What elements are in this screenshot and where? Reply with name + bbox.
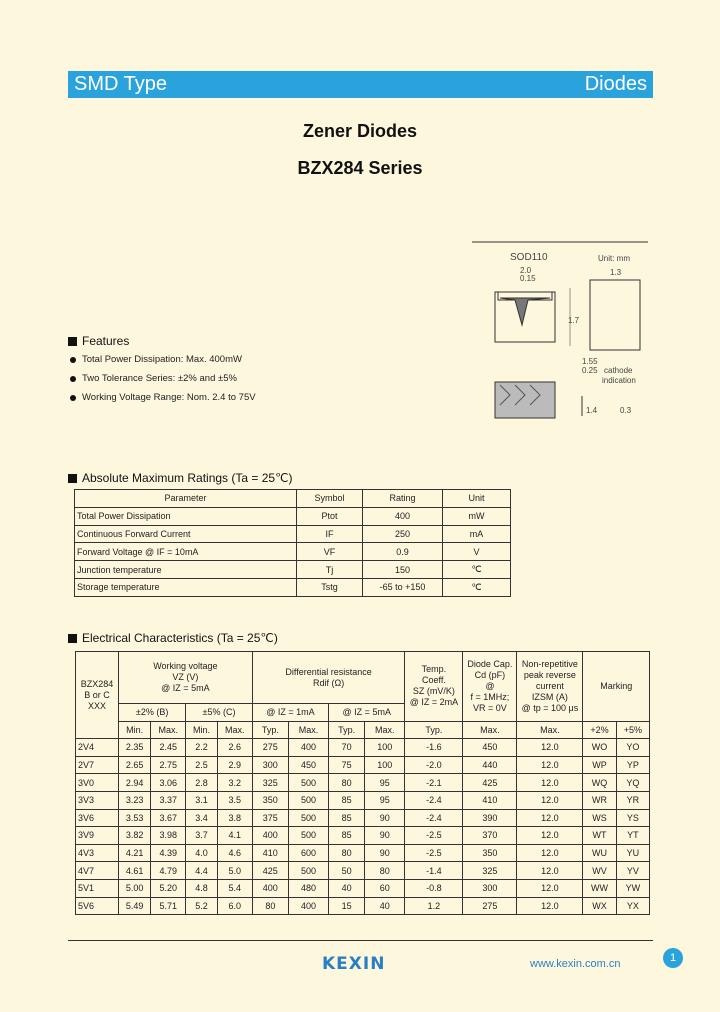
subheader-cell: Max. <box>517 721 583 739</box>
table-cell: 3.98 <box>151 827 186 845</box>
table-row <box>76 809 650 827</box>
table-cell: Junction temperature <box>75 561 297 579</box>
table-cell: 400 <box>252 879 288 897</box>
header-type <box>76 652 119 739</box>
table-cell: 12.0 <box>517 809 583 827</box>
header-line: Rdif (Ω) <box>312 677 345 688</box>
feature-text: Total Power Dissipation: Max. 400mW <box>82 354 242 365</box>
table-cell: 2.94 <box>119 774 151 792</box>
table-header-row <box>75 490 511 508</box>
table-cell: 12.0 <box>517 827 583 845</box>
feature-item <box>70 373 237 384</box>
header-line: @ tp = 100 μs <box>521 702 579 713</box>
abs-heading-text: Absolute Maximum Ratings (Ta = 25℃) <box>82 471 293 485</box>
table-cell: 2.9 <box>217 756 252 774</box>
header-izsm <box>517 652 583 722</box>
title-line2: BZX284 Series <box>297 158 423 178</box>
header-line: Working voltage <box>153 661 218 671</box>
table-cell: 410 <box>252 844 288 862</box>
table-row <box>76 844 650 862</box>
table-cell: 2.65 <box>119 756 151 774</box>
table-cell: WT <box>583 827 616 845</box>
table-cell: -2.4 <box>405 809 463 827</box>
table-cell: -2.1 <box>405 774 463 792</box>
square-bullet-icon <box>68 634 77 643</box>
table-cell: 3.06 <box>151 774 186 792</box>
subheader-cell: Min. <box>186 721 217 739</box>
table-cell: 3.53 <box>119 809 151 827</box>
table-row <box>76 774 650 792</box>
table-cell: 3.4 <box>186 809 217 827</box>
table-cell: 400 <box>252 827 288 845</box>
table-cell: YO <box>616 739 649 757</box>
header-rdif <box>252 652 405 704</box>
table-cell: 5.20 <box>151 879 186 897</box>
table-cell: 80 <box>252 897 288 915</box>
table-cell: 3V9 <box>76 827 119 845</box>
table-cell: 5.4 <box>217 879 252 897</box>
table-cell: YS <box>616 809 649 827</box>
subheader-cell: +5% <box>616 721 649 739</box>
table-cell: 3.7 <box>186 827 217 845</box>
features-heading <box>68 334 129 348</box>
table-cell: -1.4 <box>405 862 463 880</box>
features-heading-text: Features <box>82 334 130 348</box>
table-cell: WW <box>583 879 616 897</box>
table-cell: 4.6 <box>217 844 252 862</box>
table-cell: ℃ <box>443 561 511 579</box>
table-cell: 2.8 <box>186 774 217 792</box>
table-cell: 425 <box>463 774 517 792</box>
table-cell: 3.1 <box>186 791 217 809</box>
subheader-cell: Max. <box>151 721 186 739</box>
table-cell: 5V6 <box>76 897 119 915</box>
table-cell: 40 <box>329 879 365 897</box>
elec-char-table <box>75 651 650 915</box>
table-cell: 3V3 <box>76 791 119 809</box>
package-dim: 1.4 <box>586 406 598 415</box>
header-line: peak reverse <box>523 669 576 680</box>
header-cell: Symbol <box>297 490 363 508</box>
table-cell: Tstg <box>297 578 363 596</box>
header-line: B or C <box>84 689 110 700</box>
table-cell: 12.0 <box>517 791 583 809</box>
table-cell: WU <box>583 844 616 862</box>
feature-item <box>70 354 242 365</box>
header-line: @ IZ = 2mA <box>409 697 459 708</box>
table-cell: 4V3 <box>76 844 119 862</box>
table-cell: YT <box>616 827 649 845</box>
table-row <box>75 578 511 596</box>
table-cell: 75 <box>329 756 365 774</box>
package-dim: 0.3 <box>620 406 632 415</box>
table-cell: 2V4 <box>76 739 119 757</box>
header-banner <box>68 71 653 98</box>
table-cell: 90 <box>365 844 405 862</box>
header-line: @ <box>485 680 495 691</box>
table-cell: 5.49 <box>119 897 151 915</box>
table-cell: 500 <box>288 809 328 827</box>
subheader-cell: Max. <box>463 721 517 739</box>
header-line: VR = 0V <box>473 702 507 713</box>
table-cell: 5V1 <box>76 879 119 897</box>
table-cell: 80 <box>329 774 365 792</box>
table-cell: 50 <box>329 862 365 880</box>
table-cell: 80 <box>329 844 365 862</box>
package-dim: 0.15 <box>520 274 536 283</box>
table-cell: 4.0 <box>186 844 217 862</box>
table-cell: 4.1 <box>217 827 252 845</box>
header-temp <box>405 652 463 722</box>
table-cell: 70 <box>329 739 365 757</box>
table-cell: WS <box>583 809 616 827</box>
header-line: XXX <box>87 700 106 711</box>
table-cell: 400 <box>363 507 443 525</box>
package-dim: 1.3 <box>610 268 622 277</box>
table-cell: 300 <box>463 879 517 897</box>
table-header-row <box>76 652 650 704</box>
page-number: 1 <box>663 948 683 968</box>
table-cell: 4.4 <box>186 862 217 880</box>
table-cell: V <box>443 543 511 561</box>
table-cell: WV <box>583 862 616 880</box>
header-vz <box>119 652 253 704</box>
table-cell: -1.6 <box>405 739 463 757</box>
table-cell: 2.45 <box>151 739 186 757</box>
feature-text: Two Tolerance Series: ±2% and ±5% <box>82 373 237 384</box>
package-outline-svg <box>470 240 650 420</box>
table-cell: 4.79 <box>151 862 186 880</box>
header-cell: Rating <box>363 490 443 508</box>
subheader-cell: +2% <box>583 721 616 739</box>
table-cell: 3.23 <box>119 791 151 809</box>
package-name: SOD110 <box>510 252 548 263</box>
subheader-cell: @ IZ = 1mA <box>252 704 328 722</box>
table-cell: 5.00 <box>119 879 151 897</box>
table-cell: 450 <box>463 739 517 757</box>
table-cell: 95 <box>365 791 405 809</box>
table-cell: 12.0 <box>517 739 583 757</box>
table-cell: 100 <box>365 756 405 774</box>
table-cell: 2.35 <box>119 739 151 757</box>
table-cell: 12.0 <box>517 897 583 915</box>
table-cell: 5.0 <box>217 862 252 880</box>
table-cell: YV <box>616 862 649 880</box>
table-cell: 2.2 <box>186 739 217 757</box>
table-cell: 390 <box>463 809 517 827</box>
table-cell: 375 <box>252 809 288 827</box>
table-cell: 4.61 <box>119 862 151 880</box>
table-cell: 350 <box>252 791 288 809</box>
package-note: cathode <box>604 366 633 375</box>
subheader-cell: Typ. <box>405 721 463 739</box>
table-cell: 5.71 <box>151 897 186 915</box>
title-line1: Zener Diodes <box>302 121 418 141</box>
header-cell: Unit <box>443 490 511 508</box>
bullet-icon <box>70 357 76 363</box>
subheader-cell: Max. <box>365 721 405 739</box>
table-cell: 90 <box>365 827 405 845</box>
table-cell: 150 <box>363 561 443 579</box>
table-cell: 325 <box>252 774 288 792</box>
table-cell: 4.39 <box>151 844 186 862</box>
table-cell: 4V7 <box>76 862 119 880</box>
subheader-cell: Typ. <box>329 721 365 739</box>
table-cell: ℃ <box>443 578 511 596</box>
table-row <box>75 525 511 543</box>
table-cell: 275 <box>463 897 517 915</box>
header-line: Diode Cap. <box>467 658 513 669</box>
table-cell: 80 <box>365 862 405 880</box>
table-cell: 2.75 <box>151 756 186 774</box>
abs-heading <box>68 471 293 485</box>
table-cell: 90 <box>365 809 405 827</box>
bullet-icon <box>70 376 76 382</box>
table-cell: WO <box>583 739 616 757</box>
bullet-icon <box>70 395 76 401</box>
table-cell: 250 <box>363 525 443 543</box>
table-cell: 410 <box>463 791 517 809</box>
header-right: Diodes <box>584 73 647 95</box>
table-cell: -2.0 <box>405 756 463 774</box>
header-line: current <box>535 680 564 691</box>
abs-ratings-table <box>74 489 511 597</box>
table-cell: 0.9 <box>363 543 443 561</box>
header-line: VZ (V) <box>172 672 199 682</box>
table-cell: 370 <box>463 827 517 845</box>
header-line: Temp. <box>421 664 447 675</box>
header-cap <box>463 652 517 722</box>
header-line: Cd (pF) <box>474 669 506 680</box>
table-row <box>76 827 650 845</box>
table-cell: 3.5 <box>217 791 252 809</box>
table-cell: Forward Voltage @ IF = 10mA <box>75 543 297 561</box>
table-cell: 85 <box>329 827 365 845</box>
table-cell: mW <box>443 507 511 525</box>
table-cell: 6.0 <box>217 897 252 915</box>
table-cell: WR <box>583 791 616 809</box>
table-row <box>75 561 511 579</box>
footer-url: www.kexin.com.cn <box>530 958 621 970</box>
table-cell: 450 <box>288 756 328 774</box>
table-cell: 100 <box>365 739 405 757</box>
table-cell: YW <box>616 879 649 897</box>
header-left: SMD Type <box>74 73 167 95</box>
table-cell: 350 <box>463 844 517 862</box>
table-cell: YX <box>616 897 649 915</box>
table-cell: 2V7 <box>76 756 119 774</box>
table-cell: 4.8 <box>186 879 217 897</box>
table-row <box>76 791 650 809</box>
table-cell: 95 <box>365 774 405 792</box>
table-cell: -65 to +150 <box>363 578 443 596</box>
table-cell: 1.2 <box>405 897 463 915</box>
table-cell: VF <box>297 543 363 561</box>
package-dim: 1.55 <box>582 357 598 366</box>
table-cell: Total Power Dissipation <box>75 507 297 525</box>
table-cell: 3.2 <box>217 774 252 792</box>
kexin-logo: KEXIN <box>322 954 386 974</box>
table-cell: 12.0 <box>517 862 583 880</box>
table-cell: YP <box>616 756 649 774</box>
table-cell: 15 <box>329 897 365 915</box>
table-cell: YU <box>616 844 649 862</box>
table-cell: 500 <box>288 862 328 880</box>
package-drawing <box>470 240 650 420</box>
table-cell: YR <box>616 791 649 809</box>
table-cell: 2.5 <box>186 756 217 774</box>
table-row <box>76 739 650 757</box>
package-dim: 1.7 <box>568 316 580 325</box>
table-row <box>75 507 511 525</box>
table-cell: -2.5 <box>405 827 463 845</box>
table-cell: 12.0 <box>517 844 583 862</box>
elec-heading-text: Electrical Characteristics (Ta = 25℃) <box>82 631 278 645</box>
table-cell: 3.37 <box>151 791 186 809</box>
table-cell: 300 <box>252 756 288 774</box>
table-cell: 5.2 <box>186 897 217 915</box>
feature-text: Working Voltage Range: Nom. 2.4 to 75V <box>82 392 256 403</box>
table-cell: 400 <box>288 739 328 757</box>
table-cell: 60 <box>365 879 405 897</box>
subheader-cell: ±2% (B) <box>119 704 186 722</box>
header-line: Differential resistance <box>285 666 372 677</box>
table-cell: 500 <box>288 827 328 845</box>
header-line: BZX284 <box>80 678 114 689</box>
subheader-cell: Max. <box>288 721 328 739</box>
elec-heading <box>68 631 278 645</box>
table-cell: mA <box>443 525 511 543</box>
table-cell: YQ <box>616 774 649 792</box>
package-dim: 2.0 <box>520 266 532 275</box>
table-cell: 3V6 <box>76 809 119 827</box>
table-row <box>75 543 511 561</box>
table-cell: 275 <box>252 739 288 757</box>
table-cell: 500 <box>288 791 328 809</box>
package-dim: 0.25 <box>582 366 598 375</box>
table-row <box>76 756 650 774</box>
table-cell: 12.0 <box>517 756 583 774</box>
package-unit: Unit: mm <box>598 254 630 263</box>
table-cell: -2.5 <box>405 844 463 862</box>
header-cell: Parameter <box>75 490 297 508</box>
table-cell: 425 <box>252 862 288 880</box>
subheader-cell: ±5% (C) <box>186 704 253 722</box>
table-cell: Storage temperature <box>75 578 297 596</box>
table-cell: 500 <box>288 774 328 792</box>
table-cell: 3.8 <box>217 809 252 827</box>
table-cell: IF <box>297 525 363 543</box>
header-line: IZSM (A) <box>531 691 568 702</box>
table-cell: 12.0 <box>517 774 583 792</box>
table-cell: 3V0 <box>76 774 119 792</box>
table-cell: Continuous Forward Current <box>75 525 297 543</box>
feature-item <box>70 392 256 403</box>
table-cell: 4.21 <box>119 844 151 862</box>
table-subheader-row <box>76 721 650 739</box>
package-note: indication <box>602 376 636 385</box>
subheader-cell: Max. <box>217 721 252 739</box>
header-line: SZ (mV/K) <box>412 686 455 697</box>
table-cell: WP <box>583 756 616 774</box>
square-bullet-icon <box>68 337 77 346</box>
table-cell: 40 <box>365 897 405 915</box>
table-cell: 3.82 <box>119 827 151 845</box>
table-cell: WQ <box>583 774 616 792</box>
subheader-cell: Typ. <box>252 721 288 739</box>
table-cell: 2.6 <box>217 739 252 757</box>
table-cell: 400 <box>288 897 328 915</box>
header-line: f = 1MHz; <box>470 691 510 702</box>
table-row <box>76 862 650 880</box>
table-cell: 3.67 <box>151 809 186 827</box>
table-cell: -2.4 <box>405 791 463 809</box>
table-cell: 85 <box>329 791 365 809</box>
header-line: Coeff. <box>421 675 446 686</box>
table-cell: 12.0 <box>517 879 583 897</box>
subheader-cell: Min. <box>119 721 151 739</box>
subheader-cell: @ IZ = 5mA <box>329 704 405 722</box>
table-cell: Tj <box>297 561 363 579</box>
table-cell: 325 <box>463 862 517 880</box>
header-marking: Marking <box>583 652 650 722</box>
table-cell: Ptot <box>297 507 363 525</box>
table-cell: -0.8 <box>405 879 463 897</box>
header-line: @ IZ = 5mA <box>161 683 210 693</box>
table-cell: 440 <box>463 756 517 774</box>
table-cell: 600 <box>288 844 328 862</box>
table-row <box>76 879 650 897</box>
table-cell: WX <box>583 897 616 915</box>
footer-divider <box>68 940 653 941</box>
table-row <box>76 897 650 915</box>
header-line: Non-repetitive <box>521 658 578 669</box>
table-cell: 480 <box>288 879 328 897</box>
square-bullet-icon <box>68 474 77 483</box>
table-cell: 85 <box>329 809 365 827</box>
